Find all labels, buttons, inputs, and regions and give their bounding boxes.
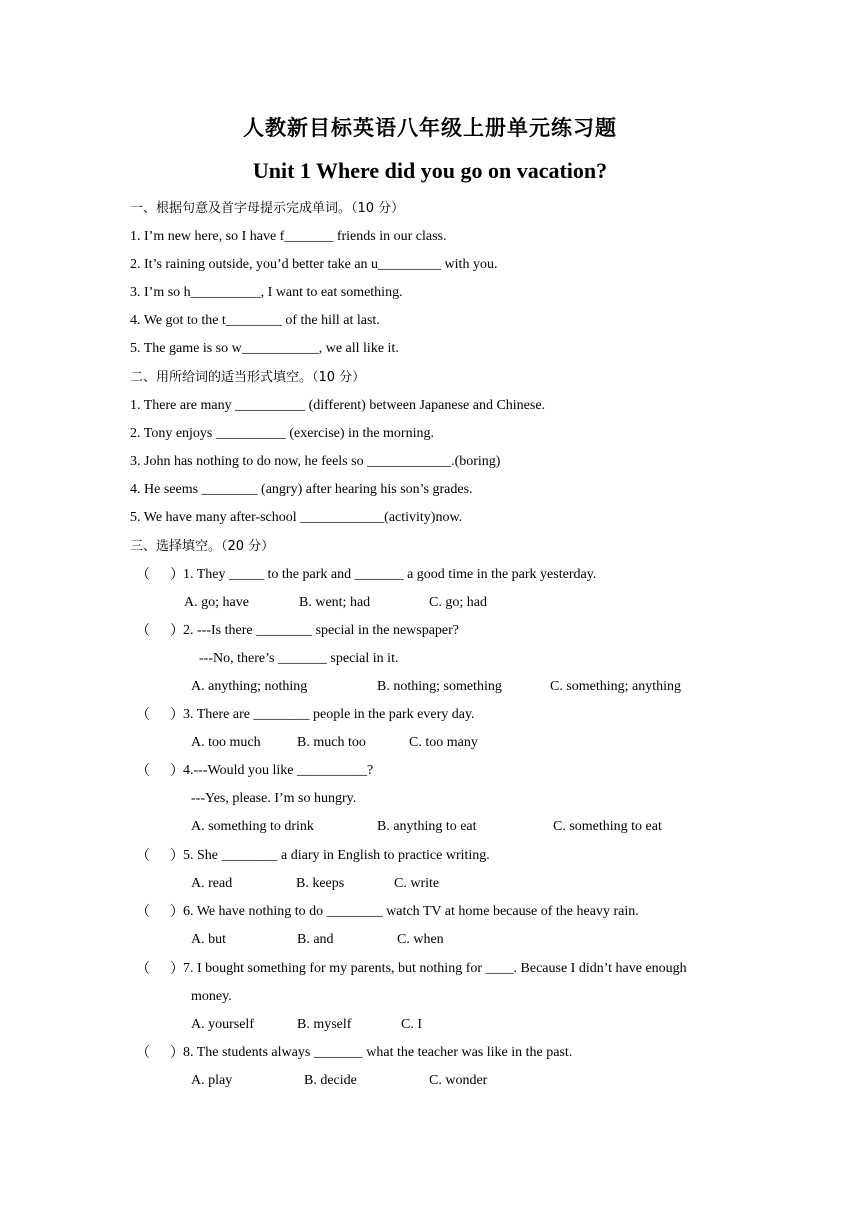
question-stem: 5. She ________ a diary in English to practice writing. xyxy=(183,848,490,863)
option-c: C. I xyxy=(401,1017,422,1032)
option-c: C. when xyxy=(397,932,444,947)
option-c: C. too many xyxy=(409,735,478,750)
question-stem: 1. They _____ to the park and _______ a good time in the park yesterday. xyxy=(183,567,597,582)
section1-item: 1. I’m new here, so I have f_______ friends in our class. xyxy=(130,229,447,244)
option-a: A. but xyxy=(191,932,226,947)
section1-item: 4. We got to the t________ of the hill at last. xyxy=(130,313,380,328)
section1-heading: 一、根据句意及首字母提示完成单词。（10 分） xyxy=(130,201,405,216)
answer-paren-right: ） xyxy=(170,1045,184,1061)
question-stem: 7. I bought something for my parents, but nothing for ____. Because I didn’t have enough xyxy=(183,961,687,976)
option-c: C. write xyxy=(394,876,440,891)
option-b: B. decide xyxy=(304,1073,357,1088)
section1-item: 2. It’s raining outside, you’d better take an u_________ with you. xyxy=(130,257,498,272)
option-c: C. go; had xyxy=(429,595,487,610)
option-b: B. myself xyxy=(297,1017,352,1032)
option-a: A. go; have xyxy=(184,595,249,610)
option-a: A. play xyxy=(191,1073,233,1088)
option-b: B. went; had xyxy=(299,595,371,610)
answer-paren-left: （ xyxy=(136,763,150,779)
question-stem: 4.---Would you like __________? xyxy=(183,763,374,778)
section2-item: 1. There are many __________ (different) between Japanese and Chinese. xyxy=(130,398,546,413)
page-title-unit: Unit 1 Where did you go on vacation? xyxy=(252,158,608,183)
section2-heading: 二、用所给词的适当形式填空。（10 分） xyxy=(130,370,366,385)
answer-paren-left: （ xyxy=(136,707,150,723)
answer-paren-left: （ xyxy=(136,1045,150,1061)
option-b: B. much too xyxy=(297,735,366,750)
option-c: C. something to eat xyxy=(553,819,662,834)
question-stem: 3. There are ________ people in the park every day. xyxy=(183,707,475,722)
answer-paren-left: （ xyxy=(136,961,150,977)
answer-paren-right: ） xyxy=(170,763,184,779)
section2-item: 5. We have many after-school ____________(activity)now. xyxy=(130,510,463,525)
question-stem: 2. ---Is there ________ special in the newspaper? xyxy=(183,623,460,638)
option-a: A. yourself xyxy=(191,1017,254,1032)
option-b: B. and xyxy=(297,932,334,947)
option-b: B. keeps xyxy=(296,876,345,891)
answer-paren-right: ） xyxy=(170,567,184,583)
question-stem-reply: ---No, there’s _______ special in it. xyxy=(199,651,399,666)
section1-item: 3. I’m so h__________, I want to eat something. xyxy=(130,285,403,300)
answer-paren-right: ） xyxy=(170,904,184,920)
section1-item: 5. The game is so w___________, we all like it. xyxy=(130,341,399,356)
question-stem-reply: ---Yes, please. I’m so hungry. xyxy=(191,791,357,806)
option-a: A. read xyxy=(191,876,233,891)
option-a: A. too much xyxy=(191,735,261,750)
answer-paren-right: ） xyxy=(170,623,184,639)
section2-item: 3. John has nothing to do now, he feels so ____________.(boring) xyxy=(130,454,501,469)
answer-paren-left: （ xyxy=(136,904,150,920)
question-stem: 8. The students always _______ what the teacher was like in the past. xyxy=(183,1045,573,1060)
answer-paren-right: ） xyxy=(170,961,184,977)
option-b: B. anything to eat xyxy=(377,819,477,834)
option-c: C. wonder xyxy=(429,1073,488,1088)
option-a: A. anything; nothing xyxy=(191,679,308,694)
answer-paren-right: ） xyxy=(170,848,184,864)
answer-paren-left: （ xyxy=(136,848,150,864)
option-b: B. nothing; something xyxy=(377,679,502,694)
option-a: A. something to drink xyxy=(191,819,314,834)
option-c: C. something; anything xyxy=(550,679,682,694)
answer-paren-left: （ xyxy=(136,567,150,583)
section3-heading: 三、选择填空。（20 分） xyxy=(130,539,275,554)
section2-item: 4. He seems ________ (angry) after hearing his son’s grades. xyxy=(130,482,473,497)
answer-paren-left: （ xyxy=(136,623,150,639)
answer-paren-right: ） xyxy=(170,707,184,723)
question-stem: 6. We have nothing to do ________ watch TV at home because of the heavy rain. xyxy=(183,904,639,919)
question-stem-continued: money. xyxy=(191,989,232,1004)
page-title-chinese: 人教新目标英语八年级上册单元练习题 xyxy=(243,116,617,140)
section2-item: 2. Tony enjoys __________ (exercise) in the morning. xyxy=(130,426,434,441)
